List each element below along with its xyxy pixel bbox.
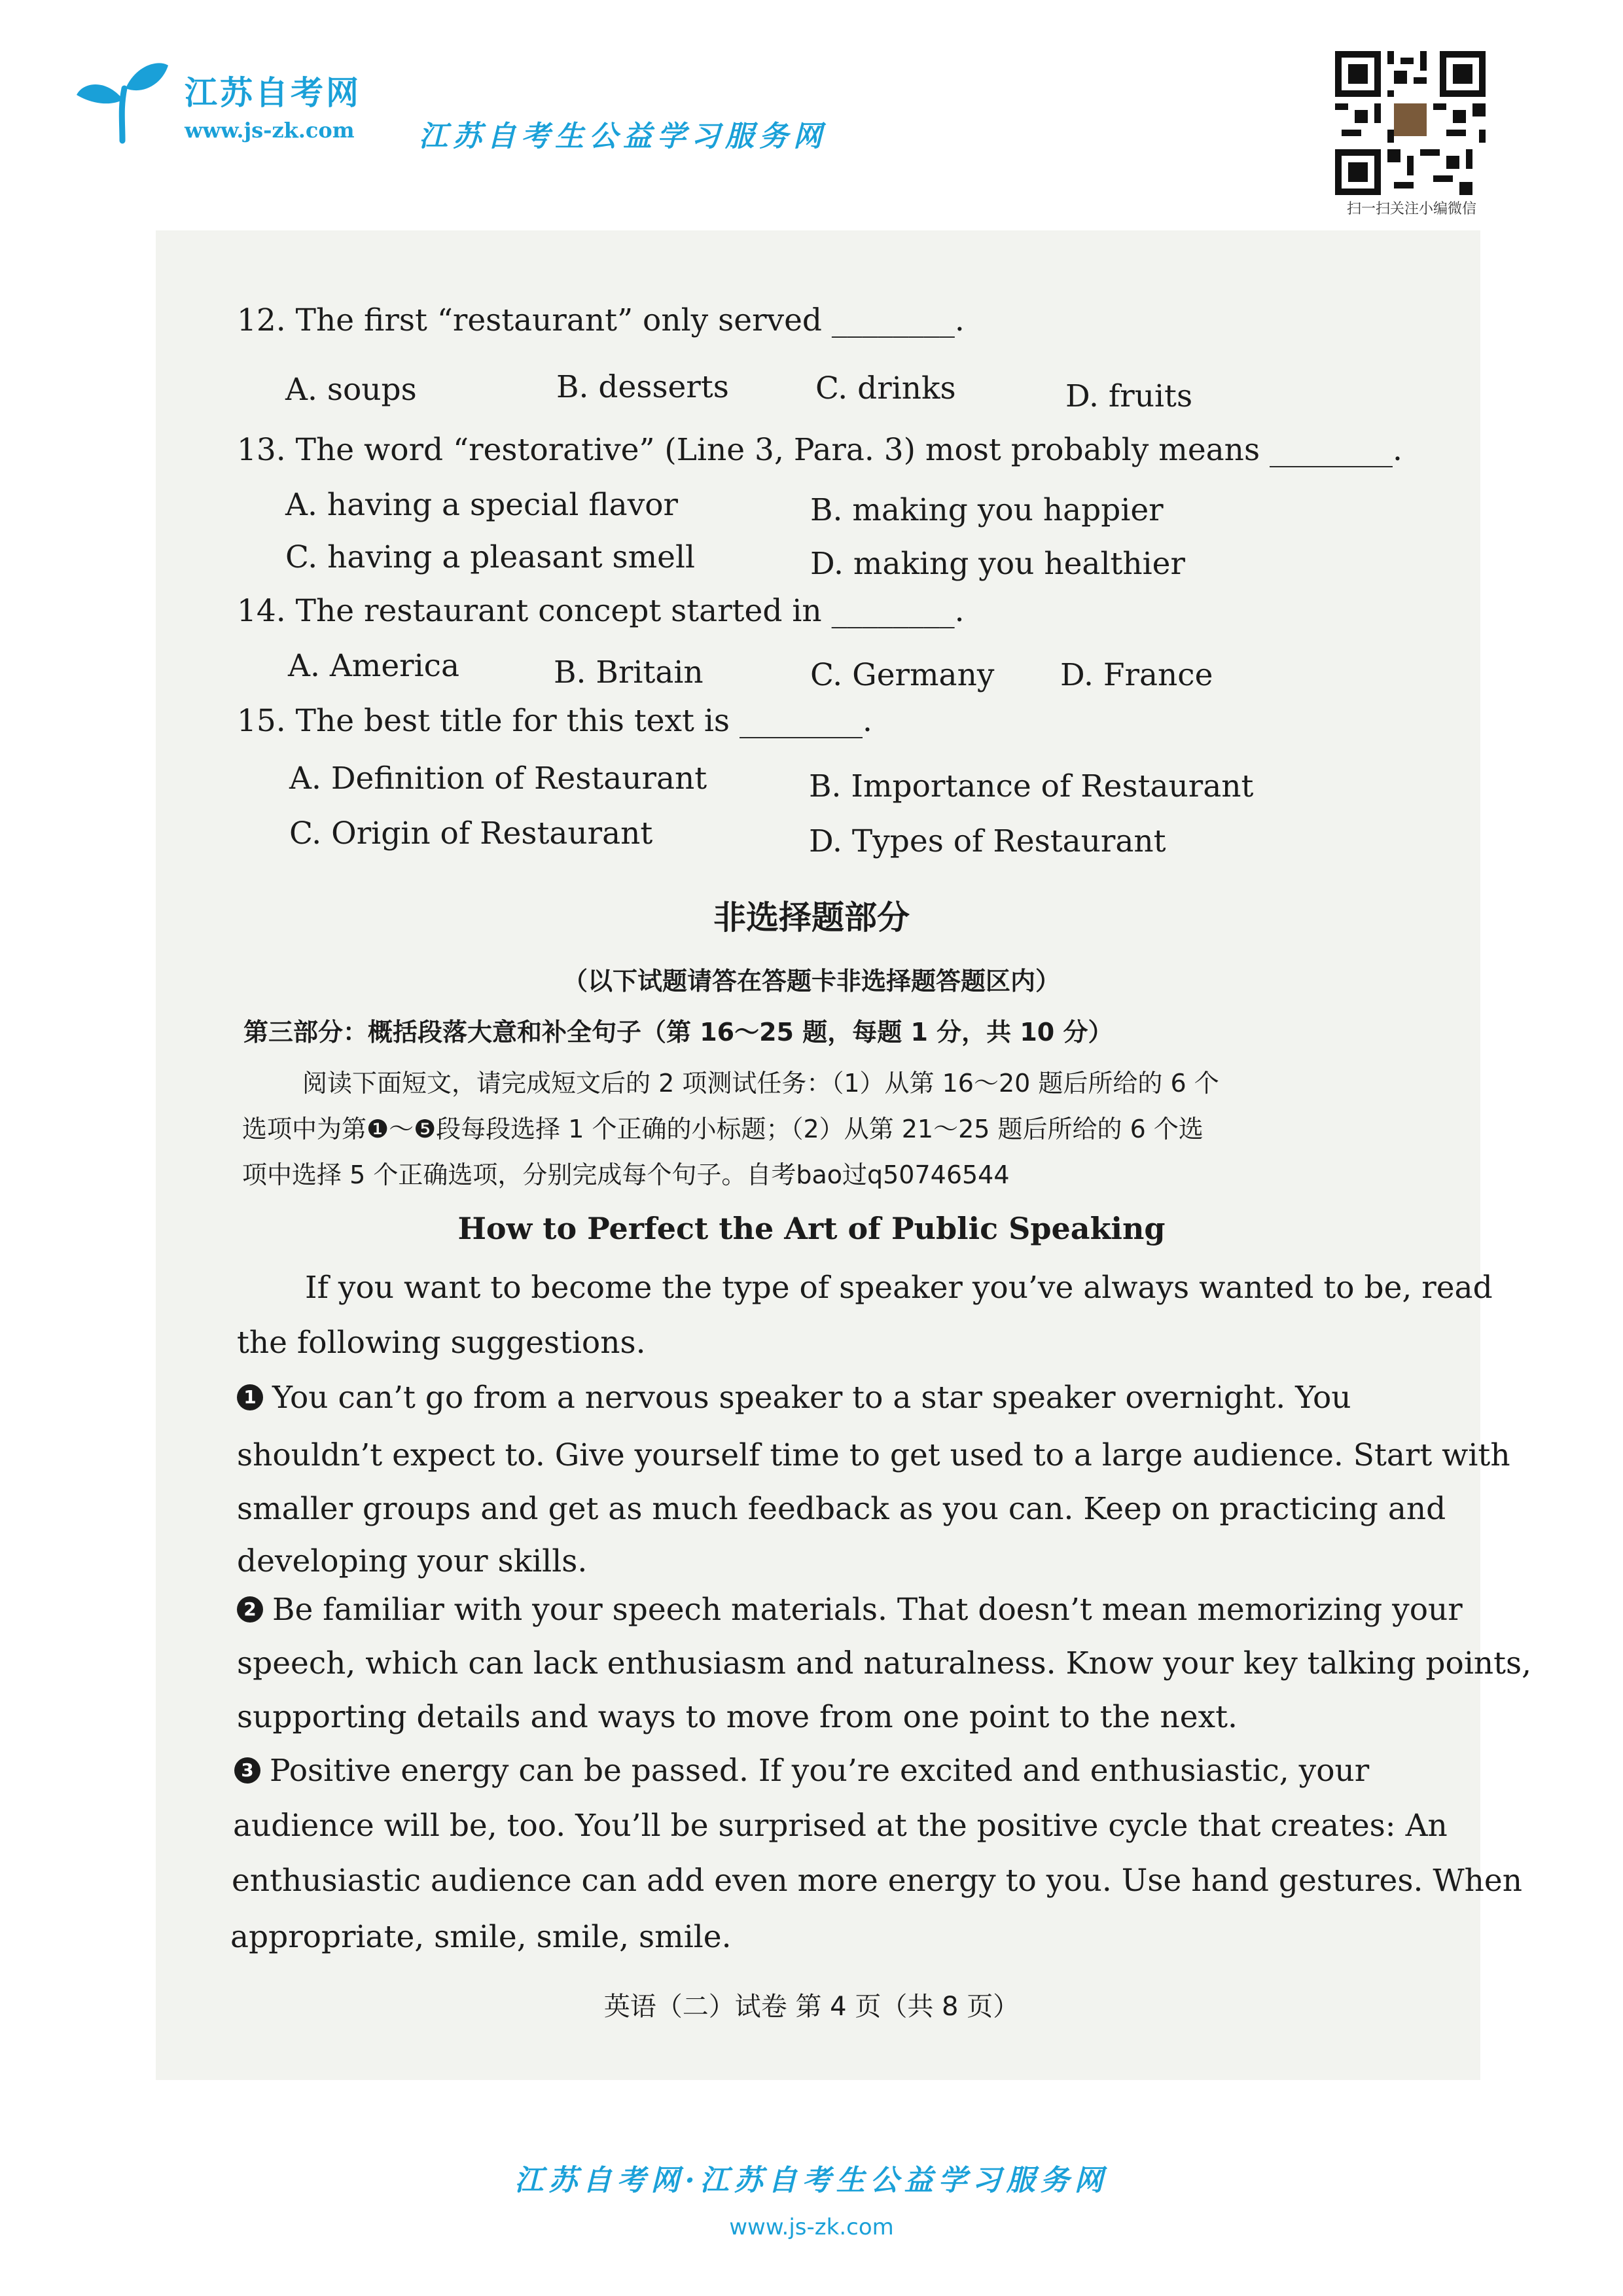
site-url[interactable]: www.js-zk.com — [185, 118, 355, 143]
site-slogan: 江苏自考生公益学习服务网 — [419, 120, 827, 153]
paragraph-3-line-1: 3 Positive energy can be passed. If you’re excited and enthusiastic, your — [234, 1753, 1369, 1789]
instructions-line-1: 阅读下面短文，请完成短文后的 2 项测试任务：（1）从第 16～20 题后所给的 6 个 — [302, 1069, 1219, 1098]
paragraph-number-3: 3 — [234, 1757, 260, 1784]
question-13-option-d: D. making you healthier — [810, 546, 1185, 582]
paragraph-1-line-2: shouldn’t expect to. Give yourself time to get used to a large audience. Start with — [237, 1437, 1510, 1473]
question-13-stem: 13. The word “restorative” (Line 3, Para. 3) most probably means ________. — [237, 432, 1402, 468]
question-15-stem: 15. The best title for this text is ________. — [237, 703, 872, 739]
bottom-url[interactable]: www.js-zk.com — [729, 2214, 894, 2240]
question-14-stem: 14. The restaurant concept started in ________. — [237, 593, 965, 629]
question-13-option-b: B. making you happier — [810, 492, 1164, 528]
question-14-option-b: B. Britain — [554, 655, 704, 691]
paragraph-2-line-3: supporting details and ways to move from one point to the next. — [237, 1699, 1238, 1735]
passage-title: How to Perfect the Art of Public Speaking — [457, 1211, 1166, 1246]
passage-intro-line-1: If you want to become the type of speaker you’ve always wanted to be, read — [305, 1270, 1493, 1306]
question-14-option-a: A. America — [288, 648, 459, 684]
paragraph-number-2: 2 — [237, 1596, 263, 1623]
paragraph-2-line-1: 2 Be familiar with your speech materials. That doesn’t mean memorizing your — [237, 1592, 1463, 1628]
question-15-option-c: C. Origin of Restaurant — [289, 816, 653, 852]
part-heading: 第三部分：概括段落大意和补全句子（第 16～25 题，每题 1 分，共 10 分） — [243, 1018, 1113, 1047]
question-12-option-c: C. drinks — [815, 370, 956, 406]
qr-code-icon — [1335, 51, 1486, 195]
paragraph-1-line-1: 1 You can’t go from a nervous speaker to a star speaker overnight. You — [237, 1380, 1351, 1416]
paragraph-3-line-3: enthusiastic audience can add even more energy to you. Use hand gestures. When — [232, 1863, 1522, 1899]
bottom-slogan: 江苏自考网·江苏自考生公益学习服务网 — [514, 2164, 1109, 2197]
instructions-line-2: 选项中为第❶～❺段每段选择 1 个正确的小标题；（2）从第 21～25 题后所给的 6 个选 — [242, 1115, 1204, 1143]
paragraph-3-line-2: audience will be, too. You’ll be surprised at the positive cycle that creates: An — [233, 1808, 1448, 1844]
question-14-option-c: C. Germany — [810, 657, 995, 693]
paragraph-1-line-3: smaller groups and get as much feedback as you can. Keep on practicing and — [237, 1491, 1446, 1527]
site-name: 江苏自考网 — [185, 74, 361, 112]
question-15-option-b: B. Importance of Restaurant — [809, 768, 1254, 804]
question-13-option-a: A. having a special flavor — [285, 487, 679, 523]
question-15-option-a: A. Definition of Restaurant — [289, 761, 707, 797]
paragraph-number-1: 1 — [237, 1384, 263, 1410]
question-15-option-d: D. Types of Restaurant — [809, 823, 1166, 859]
section-title: 非选择题部分 — [713, 899, 910, 937]
paragraph-3-line-4: appropriate, smile, smile, smile. — [230, 1919, 732, 1955]
page-footer: 英语（二）试卷 第 4 页（共 8 页） — [603, 1992, 1020, 2022]
question-12-option-a: A. soups — [285, 372, 417, 408]
paragraph-1-line-4: developing your skills. — [237, 1543, 588, 1579]
question-12-stem: 12. The first “restaurant” only served ________. — [237, 302, 965, 338]
question-12-option-d: D. fruits — [1065, 378, 1193, 414]
instructions-line-3: 项中选择 5 个正确选项，分别完成每个句子。自考bao过q50746544 — [242, 1160, 1010, 1189]
qr-caption: 扫一扫关注小编微信 — [1346, 201, 1476, 217]
question-12-option-b: B. desserts — [556, 369, 729, 405]
passage-intro-line-2: the following suggestions. — [237, 1325, 646, 1361]
question-13-option-c: C. having a pleasant smell — [285, 539, 696, 575]
question-14-option-d: D. France — [1060, 657, 1213, 693]
section-subtitle: （以下试题请答在答题卡非选择题答题区内） — [562, 967, 1060, 996]
sprout-logo-icon — [73, 59, 171, 144]
paragraph-2-line-2: speech, which can lack enthusiasm and naturalness. Know your key talking points, — [237, 1645, 1532, 1681]
